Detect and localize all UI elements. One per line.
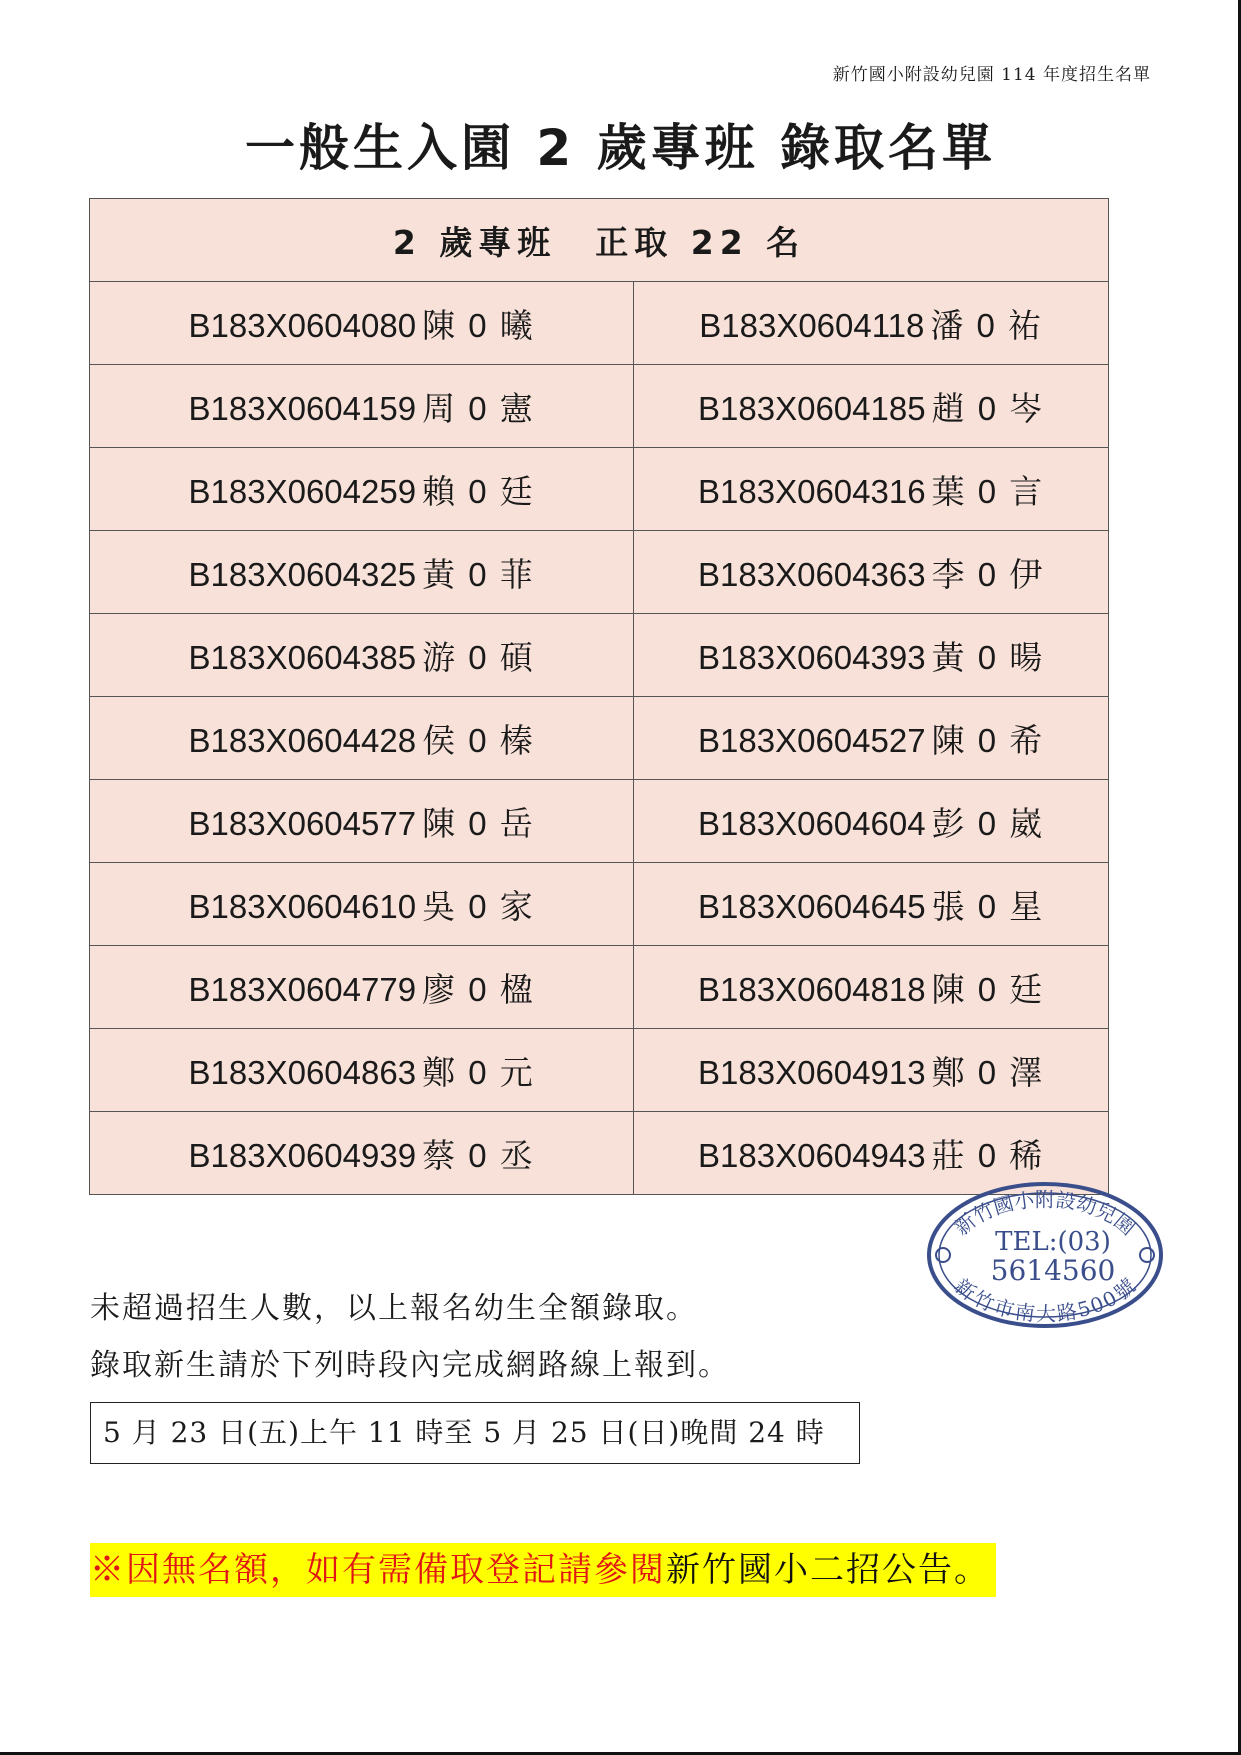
admittee-cell — [90, 697, 634, 780]
applicant-id: B183X0604943 — [698, 1136, 926, 1174]
applicant-name: 周 0 憲 — [422, 389, 535, 427]
applicant-id: B183X0604393 — [698, 638, 926, 676]
applicant-name: 鄭 0 元 — [422, 1053, 535, 1091]
applicant-id: B183X0604185 — [698, 389, 926, 427]
applicant-name: 張 0 星 — [931, 887, 1045, 925]
applicant-name: 葉 0 言 — [931, 472, 1045, 510]
applicant-id: B183X0604159 — [188, 389, 417, 427]
stamp-bottom-text: 新竹市南大路500號 — [949, 1273, 1141, 1326]
applicant-id: B183X0604645 — [698, 887, 926, 925]
header-note: 新竹國小附設幼兒園 114 年度招生名單 — [832, 65, 1151, 85]
applicant-name: 賴 0 廷 — [422, 472, 535, 510]
admittee-cell — [90, 365, 634, 448]
applicant-name: 吳 0 家 — [422, 887, 535, 925]
applicant-name: 游 0 碩 — [422, 638, 535, 676]
alert-link-text: 新竹國小二招公告。 — [666, 1550, 990, 1590]
page-title: 一般生入園 2 歲專班 錄取名單 — [244, 119, 996, 177]
admittee-cell — [90, 531, 634, 614]
table-row — [90, 946, 1109, 1029]
applicant-name: 侯 0 榛 — [422, 721, 535, 759]
applicant-id: B183X0604385 — [188, 638, 417, 676]
admittee-cell — [634, 697, 1109, 780]
admittee-cell — [634, 531, 1109, 614]
applicant-name: 莊 0 稀 — [931, 1136, 1045, 1174]
admittee-cell — [90, 448, 634, 531]
table-row — [90, 365, 1109, 448]
applicant-id: B183X0604577 — [188, 804, 417, 842]
applicant-id: B183X0604118 — [699, 306, 925, 344]
applicant-name: 廖 0 楹 — [422, 970, 535, 1008]
applicant-name: 潘 0 祐 — [930, 306, 1044, 344]
notice-line-2: 錄取新生請於下列時段內完成網路線上報到。 — [90, 1348, 730, 1383]
applicant-name: 陳 0 岳 — [422, 804, 535, 842]
admittee-cell — [90, 1112, 634, 1195]
applicant-id: B183X0604259 — [188, 472, 417, 510]
applicant-id: B183X0604428 — [188, 721, 417, 759]
notice-line-1: 未超過招生人數，以上報名幼生全額錄取。 — [90, 1291, 698, 1326]
applicant-name: 黃 0 菲 — [422, 555, 535, 593]
applicant-name: 陳 0 曦 — [422, 306, 535, 344]
applicant-id: B183X0604610 — [188, 887, 417, 925]
applicant-id: B183X0604363 — [698, 555, 926, 593]
waitlist-alert — [90, 1543, 996, 1597]
admittee-cell — [90, 946, 634, 1029]
stamp-tel-text: TEL:(03) — [995, 1227, 1111, 1257]
applicant-name: 趙 0 岑 — [931, 389, 1045, 427]
applicant-id: B183X0604527 — [698, 721, 926, 759]
applicant-id: B183X0604604 — [698, 804, 926, 842]
admittee-cell — [634, 614, 1109, 697]
table-body — [90, 282, 1109, 1195]
registration-period: 5 月 23 日(五)上午 11 時至 5 月 25 日(日)晚間 24 時 — [90, 1402, 860, 1464]
admittee-cell — [634, 1029, 1109, 1112]
admittee-cell — [90, 1029, 634, 1112]
applicant-id: B183X0604080 — [188, 306, 417, 344]
applicant-name: 陳 0 希 — [931, 721, 1045, 759]
admittee-cell — [90, 780, 634, 863]
admittee-cell — [634, 780, 1109, 863]
table-row — [90, 282, 1109, 365]
school-seal-stamp — [925, 1180, 1165, 1330]
applicant-id: B183X0604316 — [698, 472, 926, 510]
applicant-name: 蔡 0 丞 — [422, 1136, 535, 1174]
table-row — [90, 780, 1109, 863]
admittee-cell — [634, 448, 1109, 531]
applicant-name: 黃 0 暘 — [931, 638, 1045, 676]
alert-red-text: ※因無名額，如有需備取登記請參閱 — [90, 1550, 666, 1590]
table-row — [90, 448, 1109, 531]
table-row — [90, 863, 1109, 946]
admittee-cell — [90, 863, 634, 946]
admission-table — [89, 198, 1109, 1195]
admittee-cell — [90, 614, 634, 697]
table-heading: 2 歲專班 正取 22 名 — [90, 199, 1109, 282]
applicant-id: B183X0604939 — [188, 1136, 417, 1174]
table-row — [90, 697, 1109, 780]
applicant-name: 鄭 0 澤 — [931, 1053, 1045, 1091]
admittee-cell — [634, 863, 1109, 946]
admittee-cell — [90, 282, 634, 365]
table-row — [90, 531, 1109, 614]
applicant-id: B183X0604325 — [188, 555, 417, 593]
applicant-id: B183X0604863 — [188, 1053, 417, 1091]
applicant-name: 陳 0 廷 — [931, 970, 1045, 1008]
applicant-id: B183X0604779 — [188, 970, 417, 1008]
admittee-cell — [634, 282, 1109, 365]
applicant-name: 彭 0 崴 — [931, 804, 1045, 842]
applicant-id: B183X0604818 — [698, 970, 926, 1008]
table-row — [90, 1029, 1109, 1112]
applicant-name: 李 0 伊 — [931, 555, 1045, 593]
table-row — [90, 614, 1109, 697]
applicant-id: B183X0604913 — [698, 1053, 926, 1091]
admittee-cell — [634, 365, 1109, 448]
stamp-top-text: 新竹國小附設幼兒園 — [949, 1187, 1141, 1240]
admittee-cell — [634, 946, 1109, 1029]
stamp-number-text: 5614560 — [990, 1254, 1116, 1287]
